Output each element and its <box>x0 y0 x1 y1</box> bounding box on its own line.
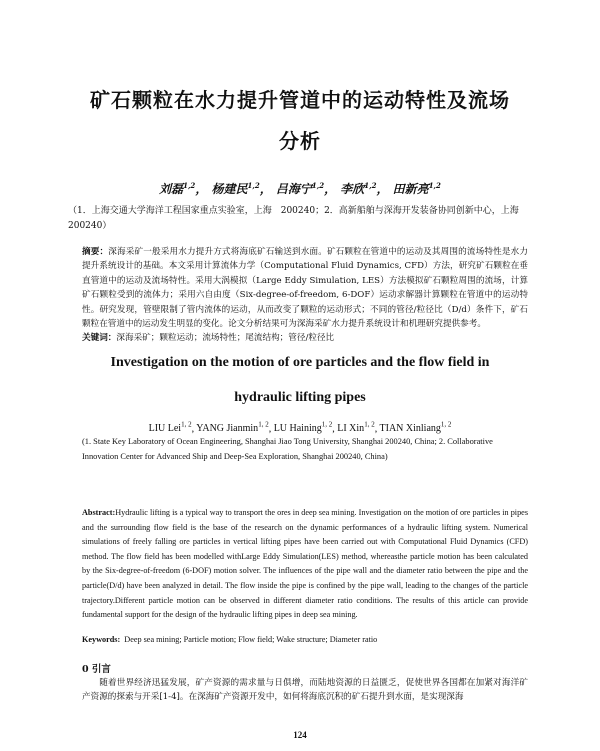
chinese-affiliation: （1．上海交通大学海洋工程国家重点实验室，上海 200240；2．高新船舶与深海开发装备协同创新中心，上海 200240） <box>68 206 528 231</box>
author-en-1: LIU Lei$^{1, 2}$ <box>148 421 192 435</box>
english-keywords: Deep sea mining; Particle motion; Flow field; Wake structure; Diameter ratio <box>124 635 378 644</box>
author-cn-4: 李欣$^{1,2}$ <box>340 181 377 196</box>
chinese-keywords: 深海采矿；颗粒运动；流场特性；尾流结构；管径/粒径比 <box>116 333 335 344</box>
author-cn-2: 杨建民$^{1,2}$ <box>211 181 260 196</box>
chinese-abstract-label: 摘要： <box>82 247 109 257</box>
chinese-authors: 刘磊$^{1,2}$， 杨建民$^{1,2}$， 吕海宁$^{1,2}$， 李欣$^{1,2}$， 田新亮$^{1,2}$ <box>159 181 441 196</box>
author-en-3: LU Haining$^{1, 2}$ <box>273 421 333 435</box>
author-en-2: YANG Jianmin$^{1, 2}$ <box>196 421 269 435</box>
author-cn-5: 田新亮$^{1,2}$ <box>392 181 441 196</box>
chinese-title-line-1: 矿石颗粒在水力提升管道中的运动特性及流场 <box>90 88 510 112</box>
introduction-heading: 0 引言 <box>82 664 111 675</box>
english-keywords-label: Keywords: <box>82 635 121 644</box>
english-abstract-label: Abstract: <box>82 508 116 517</box>
chinese-title-line-2: 分析 <box>279 129 321 153</box>
chinese-abstract-text: 深海采矿一般采用水力提升方式将海底矿石输送到水面。矿石颗粒在管道中的运动及其周围的流场特性是水力提升系统设计的基础。本文采用计算流体力学（Computational Fluid Dynamics, CFD）方法，研究矿石颗粒在垂直管道中的运动及流场特性。采用大涡模拟（Large Eddy Simulation, LES）方法模拟矿石颗粒周围的流场，计算矿石颗粒受到的流体力；采用六自由度（Six-degree-of-freedom, 6-DOF）运动求解器计算颗粒在管道中的运动特性。研究发现，管壁限制了管内流体的运动，从而改变了颗粒的运动形式；不同的管径/粒径比（D/d）条件下，矿石颗粒在管道中的运动发生明显的变化。论文分析结果可为深海采矿水力提升系统设计和机理研究提供参考。 <box>82 247 528 330</box>
english-authors: LIU Lei$^{1, 2}$, YANG Jianmin$^{1, 2}$, LU Haining$^{1, 2}$, LI Xin$^{1, 2}$, TIAN Xinliang$^{1, 2}$ <box>148 421 452 435</box>
author-cn-3: 吕海宁$^{1,2}$ <box>275 181 325 196</box>
english-affiliation: (1. State Key Laboratory of Ocean Engineering, Shanghai Jiao Tong University, Shanghai 200240, China; 2. Collaborative Innovation Center for Advanced Ship and Deep-Sea Exploration, Shanghai 200240, China) <box>82 437 493 461</box>
author-en-4: LI Xin$^{1, 2}$ <box>337 421 375 435</box>
author-en-5: TIAN Xinliang$^{1, 2}$ <box>379 421 452 435</box>
english-title-line-2: hydraulic lifting pipes <box>234 390 366 405</box>
chinese-keywords-label: 关键词： <box>82 333 117 344</box>
page-number: 124 <box>293 730 307 740</box>
author-cn-1: 刘磊$^{1,2}$ <box>159 181 196 196</box>
english-title-line-1: Investigation on the motion of ore particles and the flow field in <box>110 355 490 370</box>
english-abstract-text: Hydraulic lifting is a typical way to transport the ores in deep sea mining. Investigation on the motion of ore particles in pipes and the surrounding flow field is the base of the research on the dynamic performances of a hydraulic lifting system. Numerical simulations of freely falling ore particles in vertical lifting pipes have been carried out with Computational Fluid Dynamics (CFD) method. The flow field has been modelled withLarge Eddy Simulation(LES) method, whereasthe particle motion has been calculated by the Six-degree-of-freedom (6-DOF) motion solver. The influences of the pipe wall and the diameter ratio between the pipe and the particle(D/d) have been analyzed in detail. The flow inside the pipe is confined by the pipe wall, leading to the changes of the particle trajectory.Different particle motion can be observed in different diameter ratio conditions. The results of this article can provide fundamental support for the design of the hydraulic lifting pipes in deep sea mining. <box>82 508 528 620</box>
chinese-abstract-block <box>82 245 528 346</box>
introduction-text: 随着世界经济迅猛发展，矿产资源的需求量与日俱增，而陆地资源的日益匮乏，促使世界各国都在加紧对海洋矿产资源的探索与开采[1-4]。在深海矿产资源开发中，如何将海底沉积的矿石提升到水面，是实现深海 <box>82 678 528 703</box>
english-abstract-block <box>82 506 528 623</box>
english-keywords-block <box>82 635 528 644</box>
